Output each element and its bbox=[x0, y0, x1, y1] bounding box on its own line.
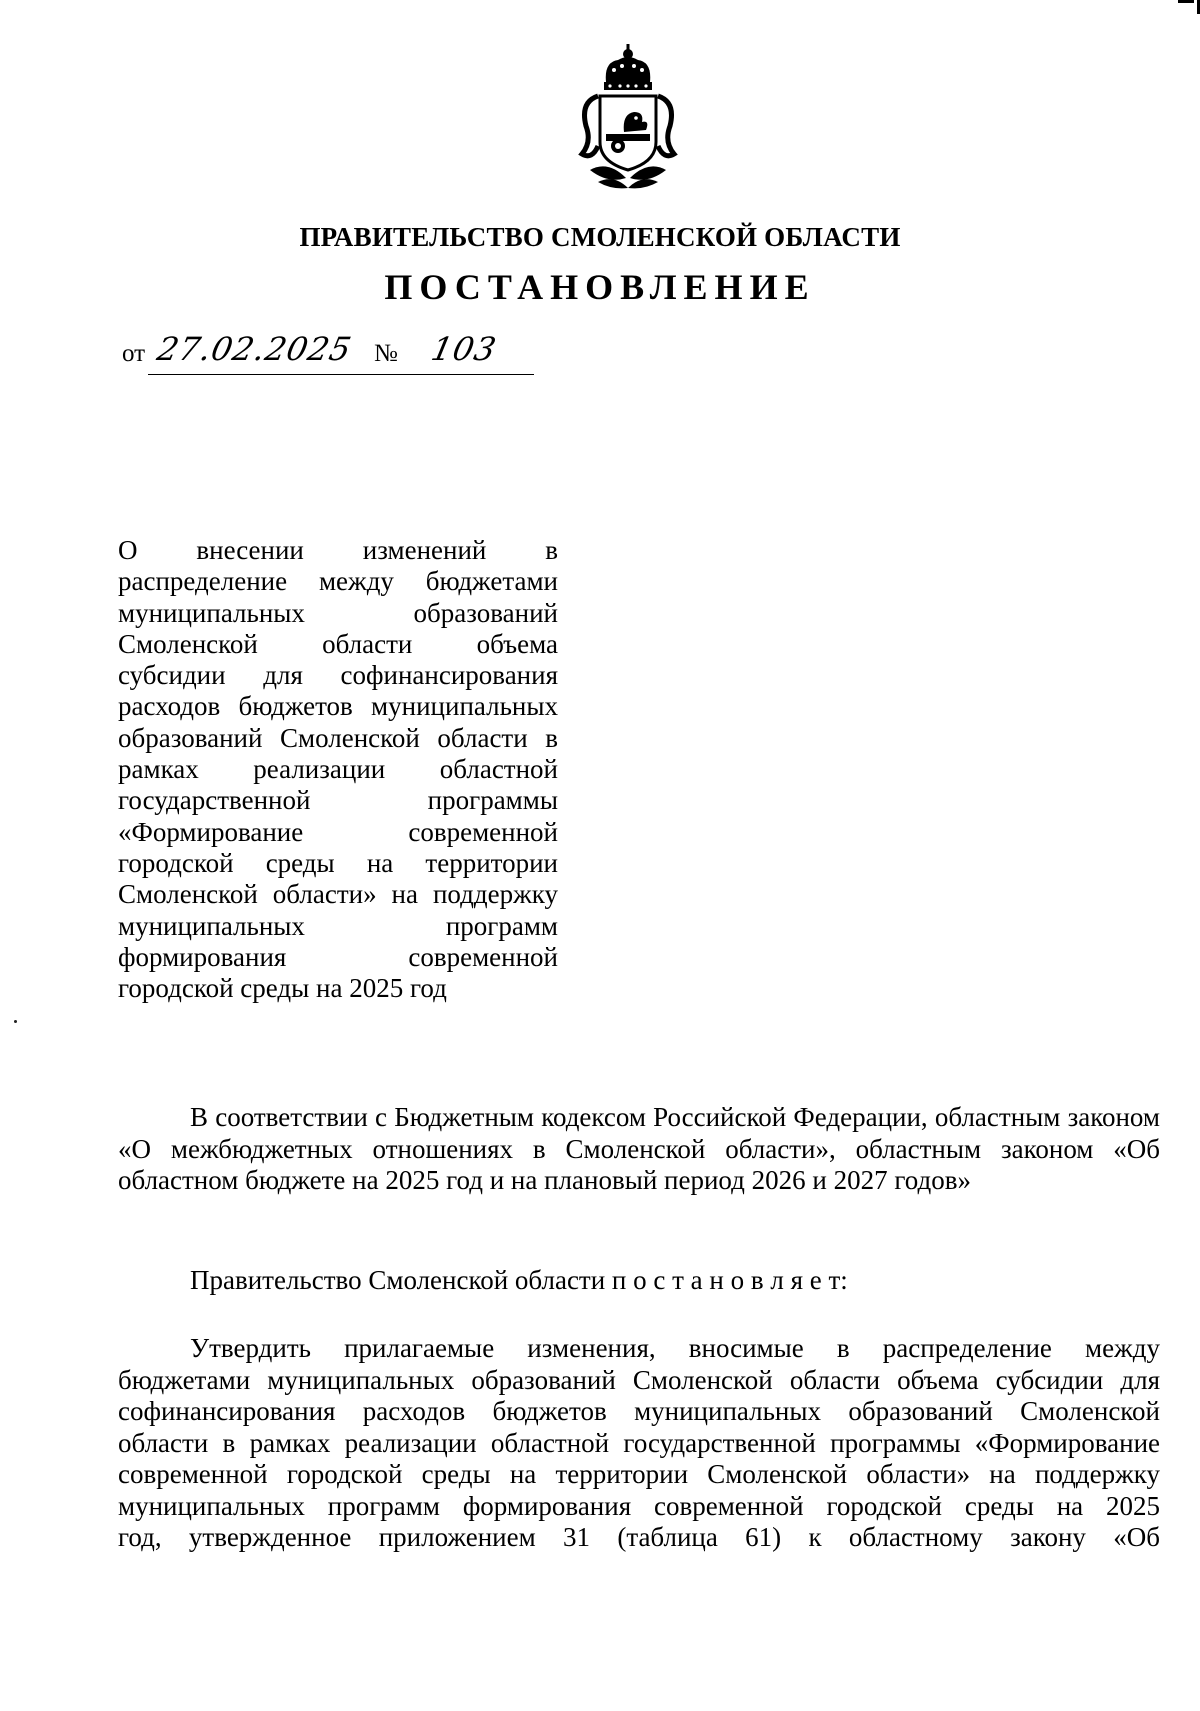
document-subject bbox=[118, 535, 558, 1004]
subject-line: формирования современной bbox=[118, 941, 558, 972]
government-name: ПРАВИТЕЛЬСТВО СМОЛЕНСКОЙ ОБЛАСТИ bbox=[299, 222, 901, 252]
subject-line: образований Смоленской области в bbox=[118, 722, 558, 753]
preamble-paragraph: В соответствии с Бюджетным кодексом Российской Федерации, областным законом «О межбюджетных отношениях в Смоленской области», областным законом «Об областном бюджете на 2025 год и на плановый период 2026 и 2027 годов» bbox=[118, 1102, 1160, 1195]
paragraph-line: области в рамках реализации областной государственной программы «Формирование bbox=[118, 1427, 1160, 1458]
paragraph-line: муниципальных программ формирования современной городской среды на 2025 bbox=[118, 1490, 1160, 1521]
number-label: № bbox=[374, 340, 398, 367]
number-underline bbox=[404, 374, 534, 375]
subject-line: муниципальных образований bbox=[118, 597, 558, 628]
paragraph-line: софинансирования расходов бюджетов муниципальных образований Смоленской bbox=[118, 1396, 1160, 1426]
subject-line: субсидии для софинансирования bbox=[118, 660, 558, 691]
subject-line: городской среды на территории bbox=[118, 847, 558, 878]
from-label: от bbox=[122, 340, 146, 367]
subject-line: Смоленской области» на поддержку bbox=[118, 879, 558, 910]
subject-line: распределение между бюджетами bbox=[118, 566, 558, 597]
subject-line: городской среды на 2025 год bbox=[118, 973, 447, 1004]
subject-line: «Формирование современной bbox=[118, 816, 558, 847]
handwritten-date: 27.02.2025 bbox=[153, 330, 356, 368]
subject-line: государственной программы bbox=[118, 785, 558, 816]
subject-line: расходов бюджетов муниципальных bbox=[118, 691, 558, 722]
document-type: ПОСТАНОВЛЕНИЕ bbox=[384, 267, 816, 307]
paragraph-line: Утвердить прилагаемые изменения, вносимые в распределение между bbox=[190, 1333, 1160, 1363]
paragraph-line: бюджетами муниципальных образований Смоленской области объема субсидии для bbox=[118, 1364, 1160, 1395]
subject-line: муниципальных программ bbox=[118, 910, 558, 941]
decision-paragraph bbox=[118, 1333, 1160, 1554]
paragraph-line: современной городской среды на территории Смоленской области» на поддержку bbox=[118, 1459, 1160, 1489]
resolution-paragraph: Правительство Смоленской области п о с т а н о в л я е т: bbox=[190, 1265, 848, 1295]
scan-artifact bbox=[14, 1020, 17, 1023]
subject-line: Смоленской области объема bbox=[118, 628, 558, 659]
subject-line: О внесении изменений в bbox=[118, 535, 558, 565]
handwritten-number: 103 bbox=[427, 330, 501, 368]
scan-artifact bbox=[1178, 0, 1194, 3]
paragraph-line: год, утвержденное приложением 31 (таблица 61) к областному закону «Об bbox=[118, 1522, 1160, 1552]
coat-of-arms-icon bbox=[568, 42, 688, 190]
subject-line: рамках реализации областной bbox=[118, 754, 558, 785]
